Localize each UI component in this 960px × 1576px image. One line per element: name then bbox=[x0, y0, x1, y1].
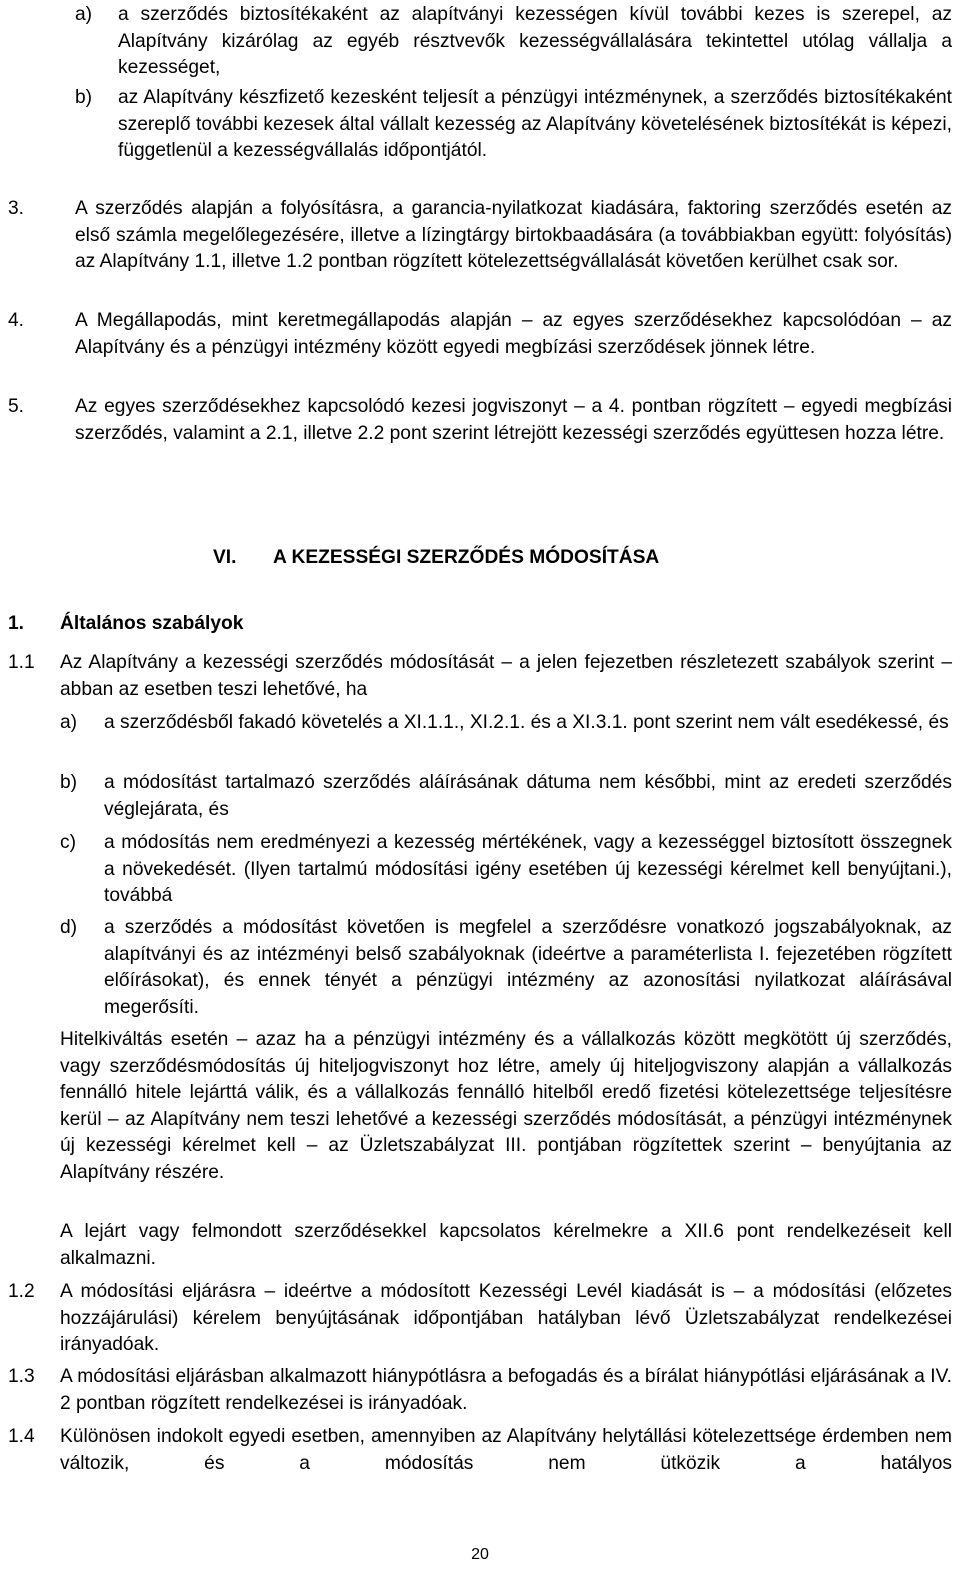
point-1-1-number: 1.1 bbox=[8, 652, 35, 673]
point-1-4-text: Különösen indokolt egyedi esetben, amennyiben az Alapítvány helytállási kötelezettsége érdemben nem változik, és a módosítás nem ütközik a hatályos bbox=[60, 1426, 952, 1474]
point-4-text: A Megállapodás, mint keretmegállapodás alapján – az egyes szerződésekhez kapcsolódóan – az Alapítvány és a pénzügyi intézmény között egyedi megbízási szerződések jönnek létre. bbox=[75, 310, 952, 358]
item-a-number: a) bbox=[75, 4, 93, 25]
section-number: 1. bbox=[8, 613, 25, 634]
point-5-text: Az egyes szerződésekhez kapcsolódó kezesi jogviszonyt – a 4. pontban rögzített – egyedi megbízási szerződés, valamint a 2.1, illetve 2.2 pont szerint létrejött kezességi szerződés együttesen hozza létre. bbox=[75, 396, 952, 444]
condition-c-text: a módosítás nem eredményezi a kezesség mértékének, vagy a kezességgel biztosított összegnek a növekedését. (Ilyen tartalmú módosítási igény esetében új kezességi kérelmet kell benyújtani.), továbbá bbox=[104, 832, 952, 907]
expired-contracts-paragraph: A lejárt vagy felmondott szerződésekkel kapcsolatos kérelmekre a XII.6 pont rendelkezéseit kell alkalmazni. bbox=[60, 1221, 952, 1269]
item-b-number: b) bbox=[75, 87, 93, 108]
condition-b-number: b) bbox=[60, 772, 78, 793]
section-title: Általános szabályok bbox=[60, 613, 244, 634]
point-1-1-text: Az Alapítvány a kezességi szerződés módosítását – a jelen fejezetben részletezett szabályok szerint – abban az esetben teszi lehetővé, ha bbox=[60, 652, 952, 700]
point-1-2-text: A módosítási eljárásra – ideértve a módosított Kezességi Levél kiadását is – a módosítási (előzetes hozzájárulási) kérelem benyújtásának időpontjában hatályban lévő Üzletszabályzat rendelkezései irányadóak. bbox=[60, 1281, 952, 1356]
condition-c-number: c) bbox=[60, 832, 76, 853]
condition-a-text: a szerződésből fakadó követelés a XI.1.1., XI.2.1. és a XI.3.1. pont szerint nem vált esedékessé, és bbox=[104, 712, 949, 733]
item-b-text: az Alapítvány készfizető kezesként teljesít a pénzügyi intézménynek, a szerződés biztosítékaként szereplő további kezesek által vállalt kezesség az Alapítvány követelésének biztosítékát is képezi, függetlenül a kezességvállalás időpontjától. bbox=[118, 87, 952, 162]
point-1-3-text: A módosítási eljárásban alkalmazott hiánypótlásra a befogadás és a bírálat hiánypótlási eljárásának a IV. 2 pontban rögzített rendelkezései is irányadóak. bbox=[60, 1366, 952, 1414]
condition-a-number: a) bbox=[60, 712, 78, 733]
refinance-paragraph: Hitelkiváltás esetén – azaz ha a pénzügyi intézmény és a vállalkozás között megkötött új szerződés, vagy szerződésmódosítás új hiteljogviszonyt hoz létre, amely új hiteljogviszony alapján a vállalkozás fennálló hitele lejárttá válik, és a vállalkozás fennálló hitelből eredő fizetési kötelezettsége teljesítésre kerül – az Alapítvány nem teszi lehetővé a kezességi szerződés módosítását, a pénzügyi intézménynek új kezességi kérelmet kell – az Üzletszabályzat III. pontjában rögzítettek szerint – benyújtania az Alapítvány részére. bbox=[60, 1029, 952, 1183]
point-5-number: 5. bbox=[8, 396, 25, 417]
condition-d-text: a szerződés a módosítást követően is megfelel a szerződésre vonatkozó jogszabályoknak, az alapítványi és az intézményi belső szabályoknak (ideértve a paraméterlista I. fejezetében rögzített előírásokat), és ennek tényét a pénzügyi intézmény az azonosítási nyilatkozat aláírásával megerősíti. bbox=[104, 917, 952, 1018]
point-1-2-number: 1.2 bbox=[8, 1281, 35, 1302]
item-a-text: a szerződés biztosítékaként az alapítványi kezességen kívül további kezes is szerepel, az Alapítvány kizárólag az egyéb résztvevők kezességvállalására tekintettel utólag vállalja a kezességet, bbox=[118, 4, 952, 79]
chapter-number: VI. bbox=[213, 547, 237, 568]
point-4-number: 4. bbox=[8, 310, 25, 331]
point-3-number: 3. bbox=[8, 198, 25, 219]
point-3-text: A szerződés alapján a folyósításra, a garancia-nyilatkozat kiadására, faktoring szerződés esetén az első számla megelőlegezésére, illetve a lízingtárgy birtokbaadására (a továbbiakban együtt: folyósítás) az Alapítvány 1.1, illetve 1.2 pontban rögzített kötelezettségvállalását követően kerülhet csak sor. bbox=[75, 198, 952, 273]
point-1-4-number: 1.4 bbox=[8, 1426, 35, 1447]
condition-b-text: a módosítást tartalmazó szerződés aláírásának dátuma nem későbbi, mint az eredeti szerződés véglejárata, és bbox=[104, 772, 952, 820]
condition-d-number: d) bbox=[60, 917, 78, 938]
chapter-title: A KEZESSÉGI SZERZŐDÉS MÓDOSÍTÁSA bbox=[273, 547, 660, 568]
page-number: 20 bbox=[471, 1546, 489, 1563]
point-1-3-number: 1.3 bbox=[8, 1366, 35, 1387]
